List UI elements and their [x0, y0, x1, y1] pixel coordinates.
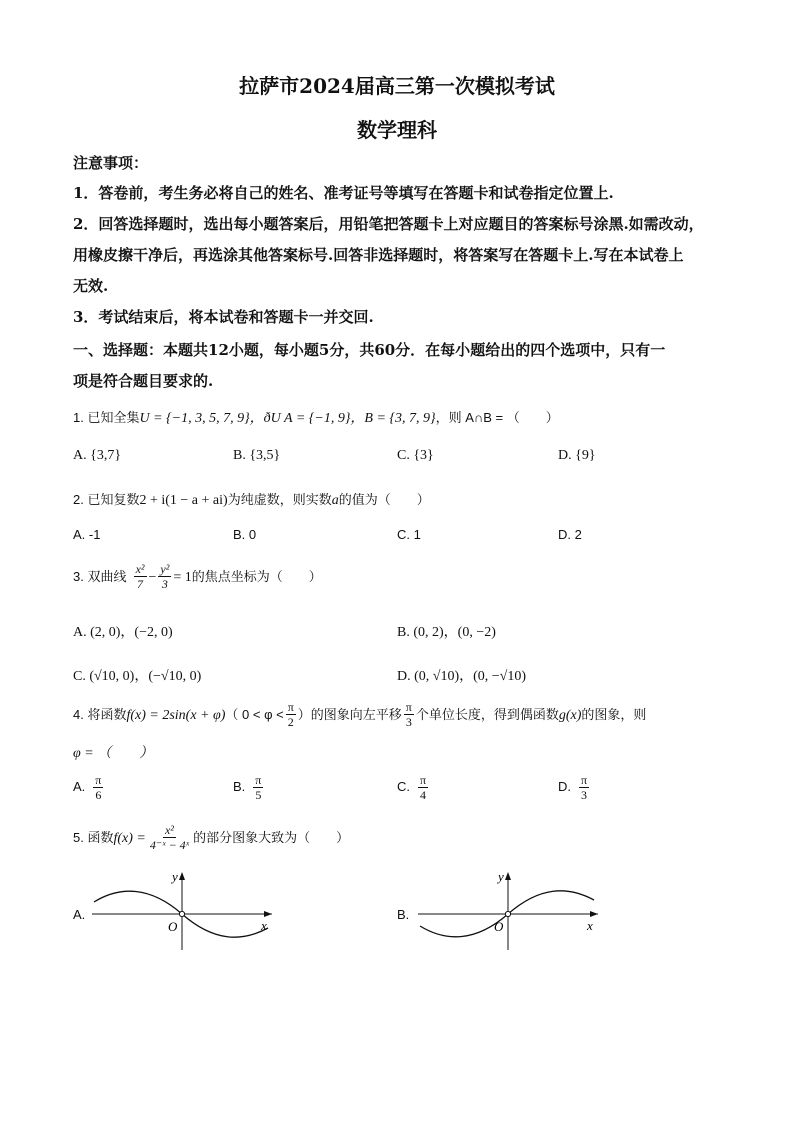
q4-condition-left: （ 0 < φ < — [225, 707, 284, 722]
q1-option-b: B. {3,5} — [233, 448, 281, 463]
q4-option-d: D. $\frac{\pi}{3}$ — [558, 773, 588, 802]
q2-option-c: C. 1 — [397, 527, 421, 542]
q1-set-u: U = {−1, 3, 5, 7, 9} — [139, 411, 250, 426]
y-axis-arrow — [505, 872, 511, 880]
q4-tail: 的图象，则 — [581, 707, 647, 722]
x-axis-arrow — [264, 911, 272, 917]
q4-option-b: B. $\frac{\pi}{5}$ — [233, 773, 262, 802]
q1-option-c: C. {3} — [397, 448, 434, 463]
q2-prefix: 2. 已知复数 — [73, 492, 140, 507]
question-4-line-2: φ = （ ） — [73, 746, 154, 761]
q1-prefix: 1. 已知全集 — [73, 410, 140, 425]
q1-suffix: ，则 A∩B = （ ） — [435, 410, 559, 425]
q5-suffix: 的部分图象大致为（ ） — [193, 830, 350, 845]
origin-point — [505, 911, 510, 916]
q5-graph-a — [90, 868, 280, 952]
origin-label: O — [168, 919, 178, 934]
q3-equals: = 1 — [173, 570, 192, 585]
notice-heading: 注意事项： — [73, 154, 149, 172]
q5-prefix: 5. 函数 — [73, 830, 114, 845]
q1-option-d: D. {9} — [558, 448, 596, 463]
question-2 — [73, 489, 430, 509]
q3-option-c: C. (√10, 0)，(−√10, 0) — [73, 669, 202, 684]
q3-suffix: 的焦点坐标为（ ） — [191, 569, 322, 584]
q1-option-a: A. {3,7} — [73, 448, 122, 463]
x-axis-label: x — [587, 918, 593, 933]
q2-tail: 的值为（ ） — [338, 492, 430, 507]
q4-prefix: 4. 将函数 — [73, 707, 127, 722]
q4-function: f(x) = 2sin(x + φ) — [126, 708, 226, 723]
q3-minus: − — [148, 570, 157, 585]
section-heading-line-2: 项是符合题目要求的. — [73, 372, 214, 390]
q2-suffix: 为纯虚数，则实数 — [227, 492, 332, 507]
question-5 — [73, 824, 349, 851]
q3-option-d: D. (0, √10)，(0, −√10) — [397, 669, 527, 684]
q5-fraction: $\frac{\text{x²}}{\text{4⁻ˣ − 4ˣ}}$ — [149, 823, 190, 852]
y-axis-label: y — [172, 869, 178, 884]
notice-item-2-line-3: 无效. — [73, 277, 109, 295]
q3-fraction-x: $\frac{\text{x²}}{7}$ — [135, 562, 145, 591]
x-axis-arrow — [590, 911, 598, 917]
q5-option-b-label: B. — [397, 907, 410, 922]
question-4-line-1 — [73, 701, 646, 728]
q4-option-c: C. $\frac{\pi}{4}$ — [397, 773, 427, 802]
question-1 — [73, 407, 559, 427]
q3-fraction-y: $\frac{\text{y²}}{3}$ — [160, 562, 170, 591]
q2-option-b: B. 0 — [233, 527, 257, 542]
exam-subject: 数学理科 — [357, 118, 437, 142]
q1-set-b: ，B = {3, 7, 9} — [350, 411, 436, 426]
q4-middle: 个单位长度，得到偶函数 — [415, 707, 559, 722]
q5-graph-b — [416, 868, 606, 952]
q1-set-complement-a: ，ðU A = {−1, 9} — [249, 411, 351, 426]
q4-option-a: A. $\frac{\pi}{6}$ — [73, 773, 102, 802]
section-heading-line-1: 一、选择题：本题共12小题，每小题5分，共60分．在每小题给出的四个选项中，只有一 — [73, 341, 666, 359]
q5-option-a-label: A. — [73, 907, 86, 922]
origin-label: O — [494, 919, 504, 934]
q3-option-b: B. (0, 2)，(0, −2) — [397, 625, 496, 640]
y-axis-label: y — [498, 869, 504, 884]
q2-option-d: D. 2 — [558, 527, 582, 542]
q4-condition-fraction: $\frac{\pi}{2}$ — [287, 700, 294, 729]
x-axis-label: x — [261, 918, 267, 933]
q4-condition-right: ）的图象向左平移 — [297, 707, 402, 722]
notice-item-3: 3．考试结束后，将本试卷和答题卡一并交回. — [73, 308, 374, 326]
question-3 — [73, 563, 322, 590]
origin-point — [179, 911, 184, 916]
q2-option-a: A. -1 — [73, 527, 101, 542]
q3-prefix: 3. 双曲线 — [73, 569, 127, 584]
q4-shift-fraction: $\frac{\pi}{3}$ — [405, 700, 412, 729]
q2-variable: a — [331, 493, 339, 508]
y-axis-arrow — [179, 872, 185, 880]
q2-expression: 2 + i(1 − a + ai) — [139, 493, 228, 508]
notice-item-1: 1．答卷前，考生务必将自己的姓名、准考证号等填写在答题卡和试卷指定位置上. — [73, 184, 614, 202]
exam-title: 拉萨市2024届高三第一次模拟考试 — [239, 74, 555, 98]
notice-item-2-line-2: 用橡皮擦干净后，再选涂其他答案标号.回答非选择题时，将答案写在答题卡上.写在本试卷上 — [73, 246, 684, 264]
notice-item-2-line-1: 2．回答选择题时，选出每小题答案后，用铅笔把答题卡上对应题目的答案标号涂黑.如需改动， — [73, 215, 704, 233]
q4-g: g(x) — [558, 708, 582, 723]
q5-function: f(x) = — [113, 831, 146, 846]
q3-option-a: A. (2, 0)，(−2, 0) — [73, 625, 173, 640]
